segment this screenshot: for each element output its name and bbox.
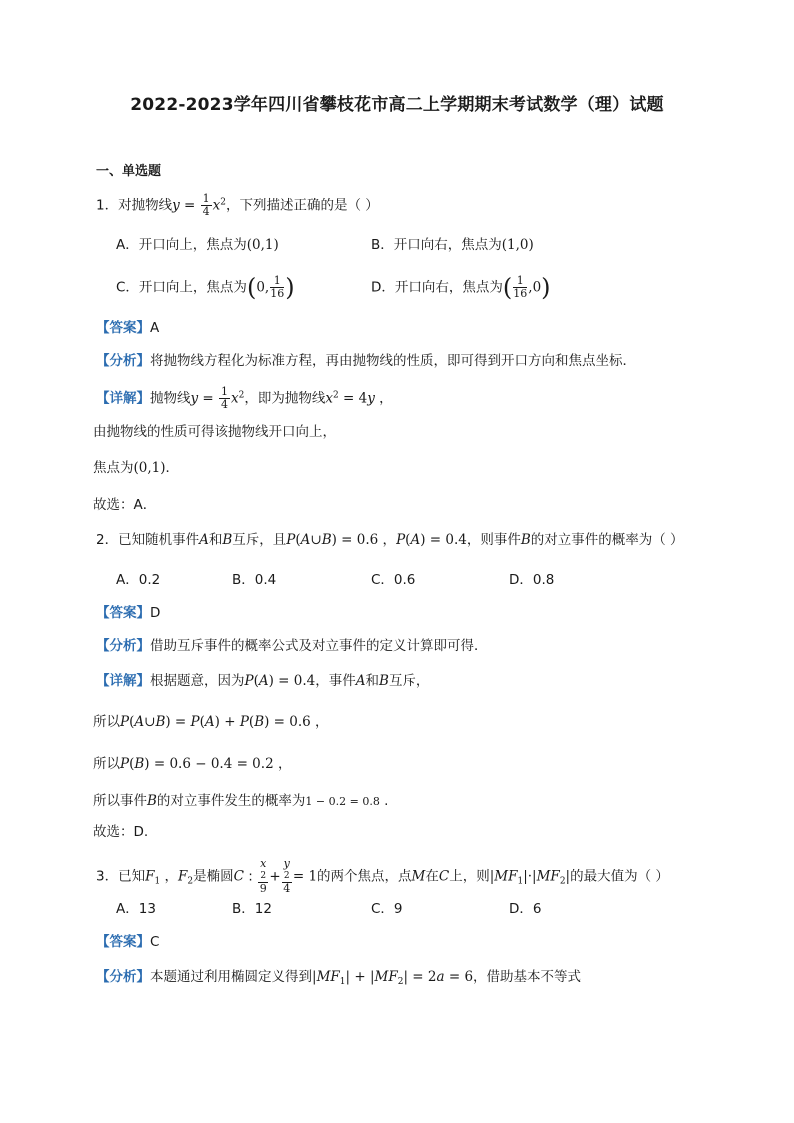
q2-conclusion: 故选：D. xyxy=(93,824,149,840)
fraction: $\frac{1}{16}$ xyxy=(513,274,528,300)
q2-stem: 2．已知随机事件A和B互斥，且P(A∪B) = 0.6 ，P(A) = 0.4，则事件B的对立事件的概率为（ ） xyxy=(96,532,684,548)
q2-analysis: 【分析】借助互斥事件的概率公式及对立事件的定义计算即可得． xyxy=(96,638,488,654)
q1-stem: 1．对抛物线y = $\frac{1}{4}$ $x^2$，下列描述正确的是（ ） xyxy=(96,192,379,218)
q2-detail-line2: 所以P(A∪B) = P(A) + P(B) = 0.6 ， xyxy=(93,714,329,730)
q2-option-d[interactable]: D．0.8 xyxy=(509,572,555,588)
q2-detail-line4: 所以事件B的对立事件发生的概率为1 − 0.2 = 0.8 . xyxy=(93,793,389,809)
q1-detail-line2: 由抛物线的性质可得该抛物线开口向上， xyxy=(93,424,336,440)
q1-conclusion: 故选：A． xyxy=(93,497,157,513)
q1-option-b[interactable]: B．开口向右，焦点为(1,0) xyxy=(371,237,534,253)
q1-answer: 【答案】A xyxy=(96,320,160,336)
fraction: $\frac{1}{4}$ xyxy=(202,192,210,218)
q1-detail: 【详解】抛物线y = $\frac{1}{4}$ $x^2$，即为抛物线$x^2 = 4y$ ， xyxy=(96,385,393,411)
fraction: $\frac{1}{4}$ xyxy=(221,385,229,411)
fraction: y 2 4 xyxy=(283,857,291,895)
q2-answer: 【答案】D xyxy=(96,605,161,621)
q3-option-d[interactable]: D．6 xyxy=(509,901,542,917)
q3-option-b[interactable]: B．12 xyxy=(232,901,272,917)
q1-detail-line3: 焦点为(0,1)． xyxy=(93,460,180,476)
q2-option-c[interactable]: C．0.6 xyxy=(371,572,416,588)
q3-stem: 3．已知$F_1$ ，$F_2$是椭圆C : x 2 9 + y 2 4 = 1的两个焦点，点M在C上，则$|MF_1|\cdot|MF_2|$的最大值为（ ） xyxy=(96,857,669,895)
q2-option-a[interactable]: A．0.2 xyxy=(116,572,161,588)
q1-option-a[interactable]: A．开口向上，焦点为(0,1) xyxy=(116,237,279,253)
page-title: 2022-2023学年四川省攀枝花市高二上学期期末考试数学（理）试题 xyxy=(130,95,664,115)
q1-option-c[interactable]: C．开口向上，焦点为(0, $\frac{1}{16}$ ) xyxy=(116,273,295,302)
q3-option-c[interactable]: C．9 xyxy=(371,901,403,917)
q3-option-a[interactable]: A．13 xyxy=(116,901,156,917)
q3-analysis: 【分析】本题通过利用椭圆定义得到$|MF_1| + |MF_2| = 2a = 6$，借助基本不等式 xyxy=(96,969,582,987)
section-heading: 一、单选题 xyxy=(96,164,162,179)
fraction: x 2 9 xyxy=(259,857,267,895)
q1-option-d[interactable]: D．开口向右，焦点为( $\frac{1}{16}$ ,0) xyxy=(371,273,551,302)
q2-detail: 【详解】根据题意，因为P(A) = 0.4，事件A和B互斥， xyxy=(96,673,430,689)
q1-analysis: 【分析】将抛物线方程化为标准方程，再由抛物线的性质，即可得到开口方向和焦点坐标． xyxy=(96,353,636,369)
q2-detail-line3: 所以P(B) = 0.6 − 0.4 = 0.2 ， xyxy=(93,756,292,772)
q3-answer: 【答案】C xyxy=(96,934,160,950)
q2-option-b[interactable]: B．0.4 xyxy=(232,572,277,588)
fraction: $\frac{1}{16}$ xyxy=(270,274,285,300)
